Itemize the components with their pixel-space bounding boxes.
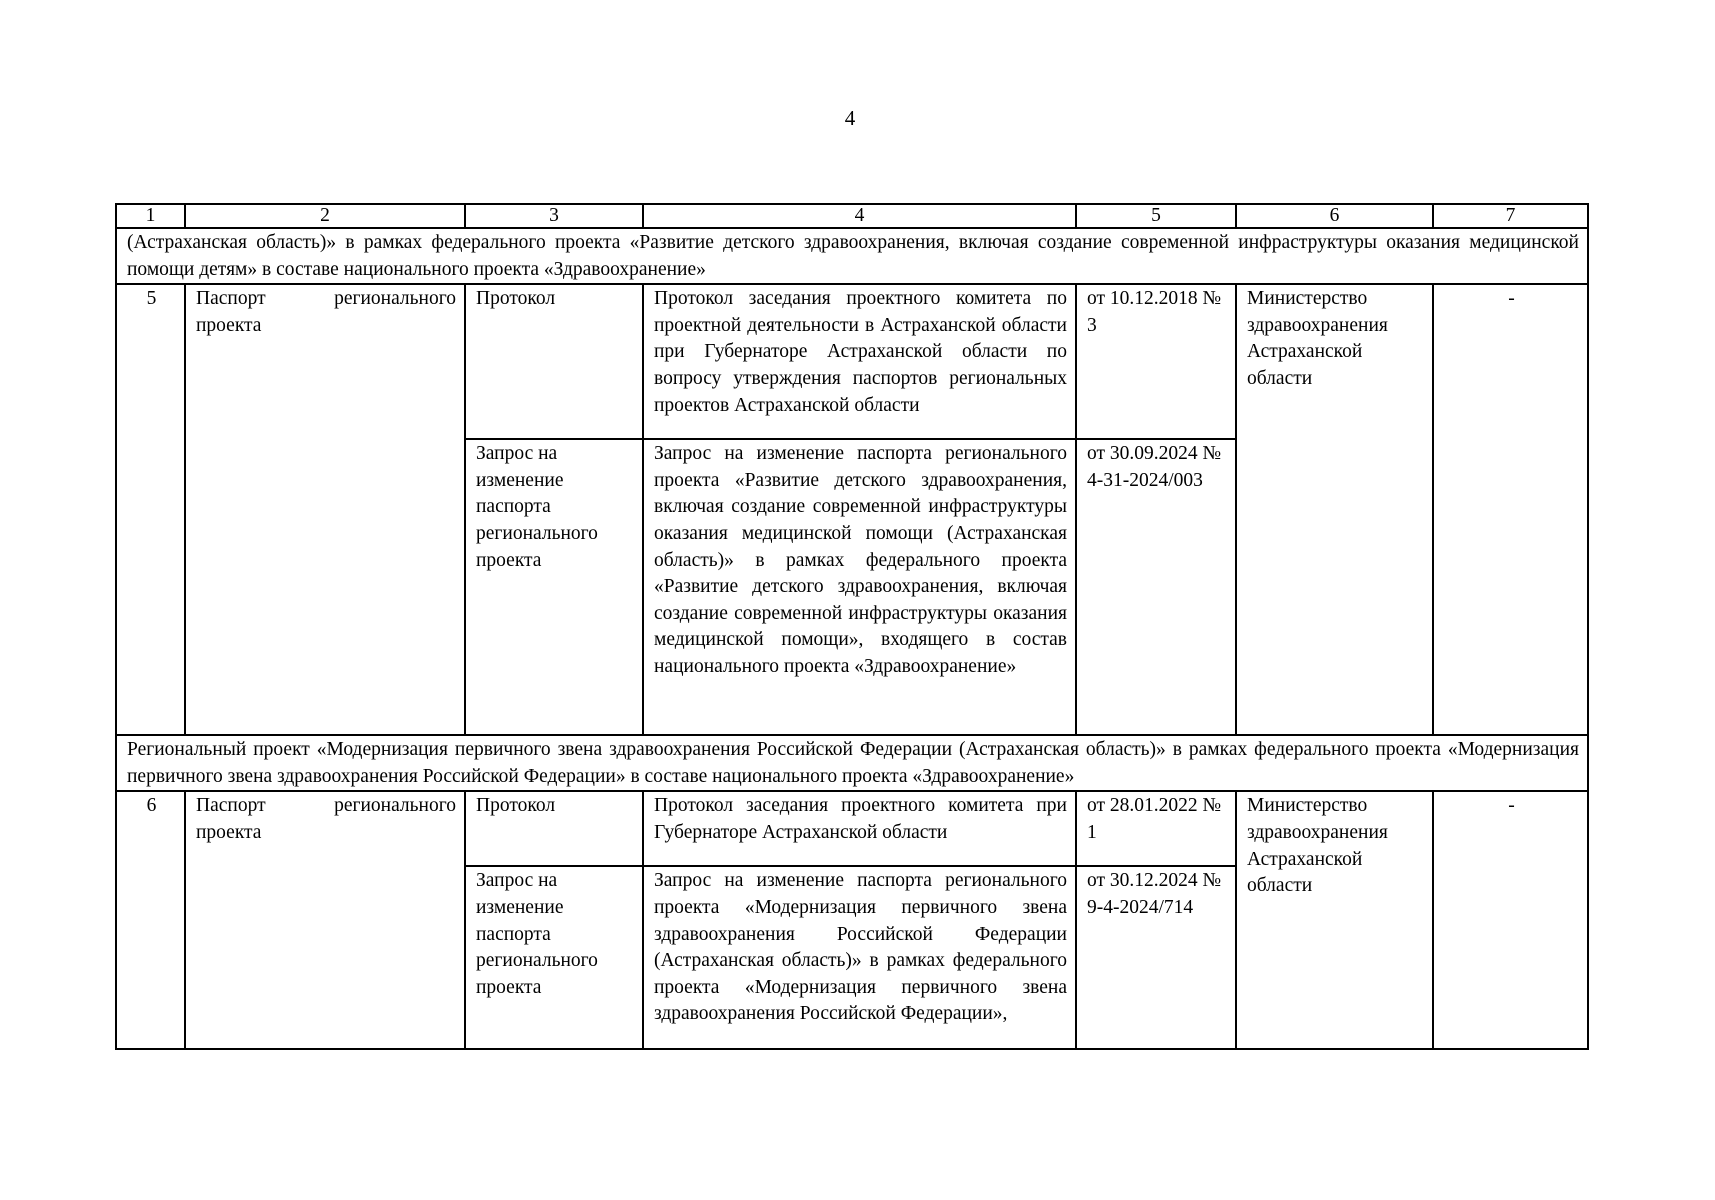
document-description: Запрос на изменение паспорта регионального проекта «Модернизация первичного звена здравоохранения Российской Федерации (Астраханская область)» в рамках федерального проекта «Модернизация первичного звена здравоохранения Российской Федерации», bbox=[643, 866, 1076, 1049]
documents-table bbox=[115, 203, 1589, 1050]
section-row bbox=[116, 735, 1588, 791]
document-date: от 30.09.2024 № 4-31-2024/003 bbox=[1076, 439, 1236, 735]
column-header: 4 bbox=[643, 204, 1076, 228]
row-number: 5 bbox=[116, 284, 185, 735]
document-date: от 28.01.2022 № 1 bbox=[1076, 791, 1236, 866]
table-header-row bbox=[116, 204, 1588, 228]
document-name: Паспорт регионального проекта bbox=[185, 791, 465, 1049]
section-row bbox=[116, 228, 1588, 284]
column-header: 6 bbox=[1236, 204, 1433, 228]
responsible-ministry: Министерство здравоохранения Астраханской области bbox=[1236, 284, 1433, 735]
table-row bbox=[116, 791, 1588, 866]
section-heading: Региональный проект «Модернизация первичного звена здравоохранения Российской Федерации (Астраханская область)» в рамках федерального проекта «Модернизация первичного звена здравоохранения Российской Федерации» в составе национального проекта «Здравоохранение» bbox=[116, 735, 1588, 791]
table-row bbox=[116, 284, 1588, 439]
document-date: от 10.12.2018 № 3 bbox=[1076, 284, 1236, 439]
page-number: 4 bbox=[844, 106, 856, 130]
row-number: 6 bbox=[116, 791, 185, 1049]
document-date: от 30.12.2024 № 9-4-2024/714 bbox=[1076, 866, 1236, 1049]
document-type: Запрос на изменение паспорта регионального проекта bbox=[465, 866, 643, 1049]
note: - bbox=[1433, 284, 1588, 735]
document-name: Паспорт регионального проекта bbox=[185, 284, 465, 735]
document-description: Протокол заседания проектного комитета по проектной деятельности в Астраханской области при Губернаторе Астраханской области по вопросу утверждения паспортов региональных проектов Астраханской области bbox=[643, 284, 1076, 439]
document-type: Запрос на изменение паспорта регионального проекта bbox=[465, 439, 643, 735]
document-description: Запрос на изменение паспорта регионального проекта «Развитие детского здравоохранения, включая создание современной инфраструктуры оказания медицинской помощи (Астраханская область)» в рамках федерального проекта «Развитие детского здравоохранения, включая создание современной инфраструктуры оказания медицинской помощи», входящего в состав национального проекта «Здравоохранение» bbox=[643, 439, 1076, 735]
column-header: 3 bbox=[465, 204, 643, 228]
section-heading: (Астраханская область)» в рамках федерального проекта «Развитие детского здравоохранения, включая создание современной инфраструктуры оказания медицинской помощи детям» в составе национального проекта «Здравоохранение» bbox=[116, 228, 1588, 284]
column-header: 2 bbox=[185, 204, 465, 228]
column-header: 1 bbox=[116, 204, 185, 228]
column-header: 7 bbox=[1433, 204, 1588, 228]
note: - bbox=[1433, 791, 1588, 1049]
document-type: Протокол bbox=[465, 791, 643, 866]
responsible-ministry: Министерство здравоохранения Астраханской области bbox=[1236, 791, 1433, 1049]
document-type: Протокол bbox=[465, 284, 643, 439]
document-description: Протокол заседания проектного комитета при Губернаторе Астраханской области bbox=[643, 791, 1076, 866]
column-header: 5 bbox=[1076, 204, 1236, 228]
